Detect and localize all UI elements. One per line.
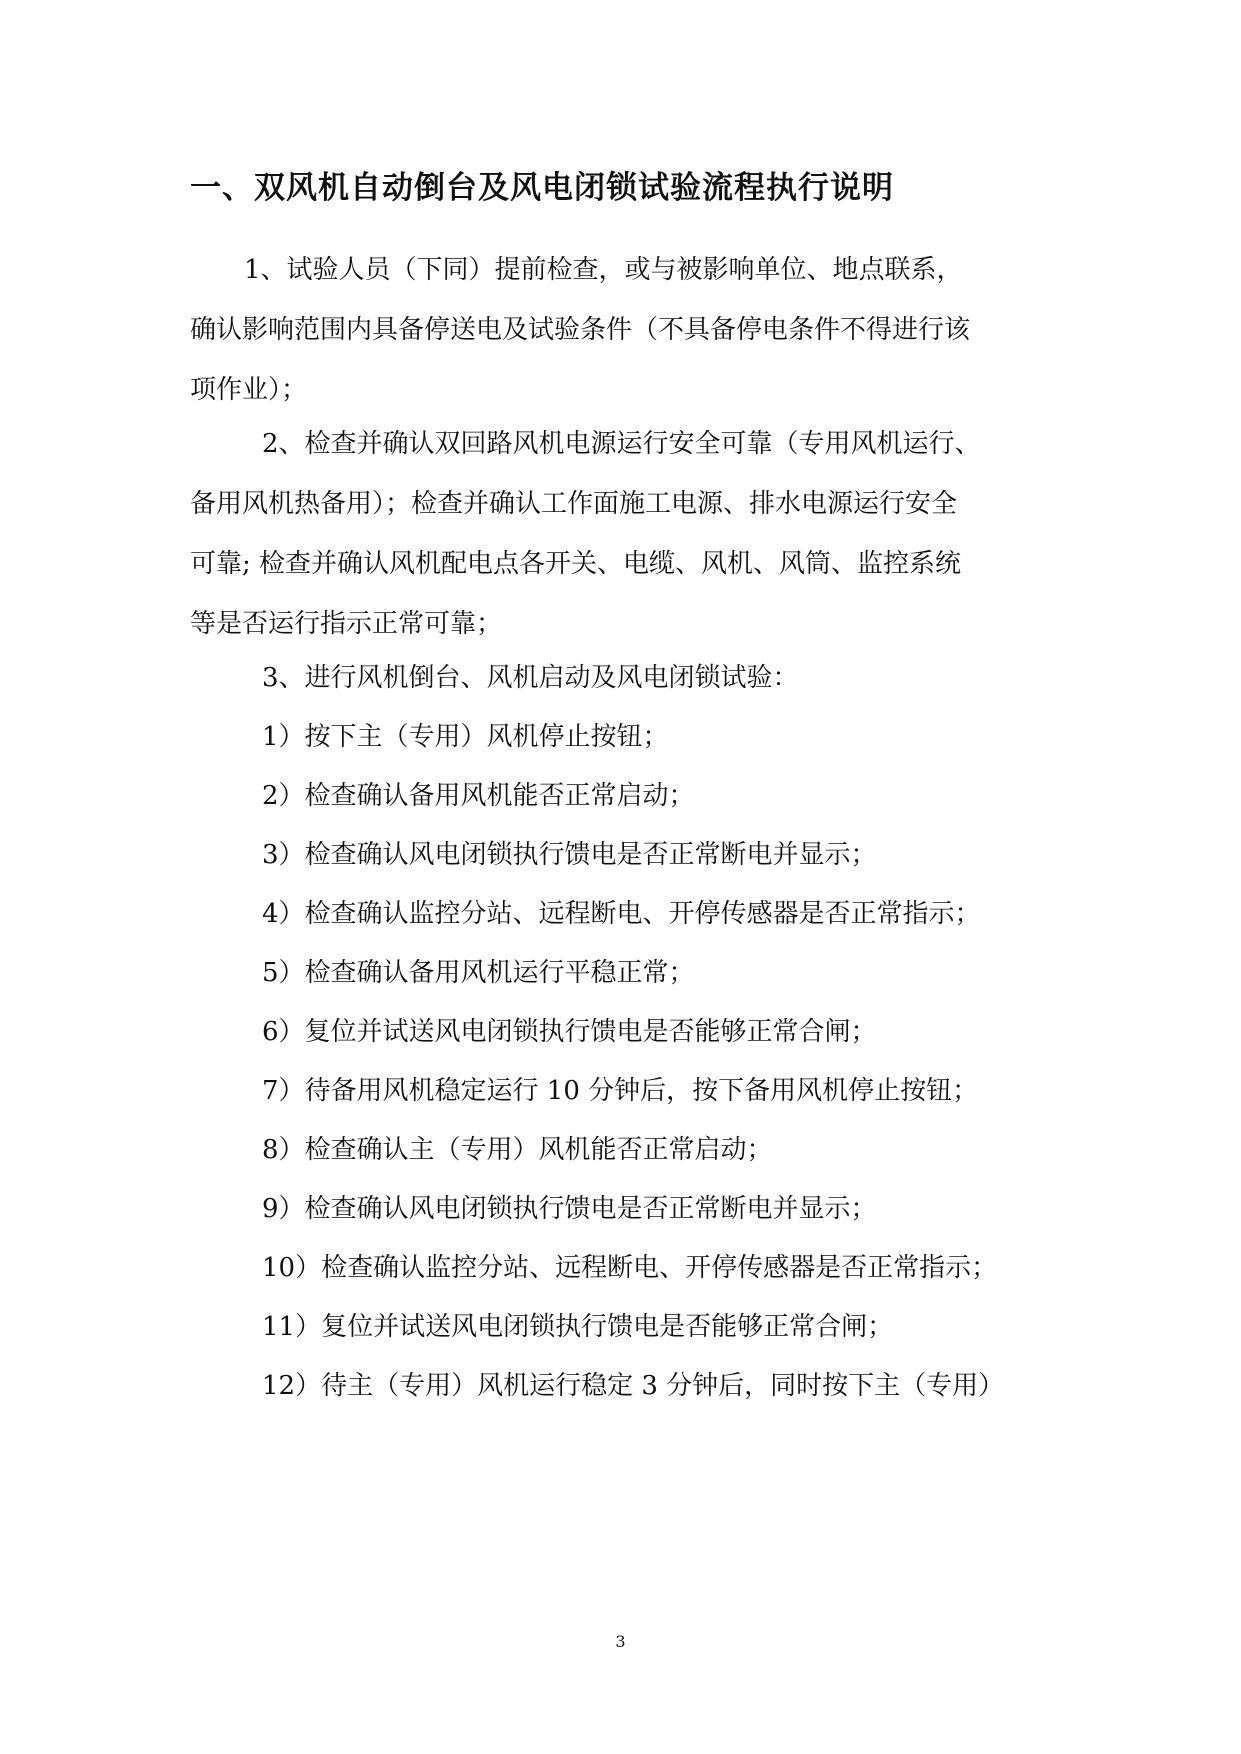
step-10: 10）检查确认监控分站、远程断电、开停传感器是否正常指示； <box>262 1253 998 1283</box>
paragraph-1-line-2: 确认影响范围内具备停送电及试验条件（不具备停电条件不得进行该 <box>190 315 971 345</box>
step-6: 6）复位并试送风电闭锁执行馈电是否能够正常合闸； <box>262 1017 877 1047</box>
paragraph-2-line-4: 等是否运行指示正常可靠； <box>190 609 503 639</box>
paragraph-2-line-3: 可靠; 检查并确认风机配电点各开关、电缆、风机、风筒、监控系统 <box>190 549 962 579</box>
paragraph-1-line-3: 项作业）； <box>190 375 308 405</box>
paragraph-2 <box>190 414 1050 474</box>
step-12: 12）待主（专用）风机运行稳定 3 分钟后，同时按下主（专用） <box>262 1371 1005 1401</box>
step-4: 4）检查确认监控分站、远程断电、开停传感器是否正常指示； <box>262 899 981 929</box>
paragraph-1-cont <box>190 300 1050 420</box>
paragraph-3-line-1: 3、进行风机倒台、风机启动及风电闭锁试验： <box>262 663 799 693</box>
step-8: 8）检查确认主（专用）风机能否正常启动； <box>262 1135 773 1165</box>
paragraph-1-line-1: 1、试验人员（下同）提前检查，或与被影响单位、地点联系， <box>244 255 963 285</box>
paragraph-3 <box>262 648 799 708</box>
paragraph-2-line-1: 2、检查并确认双回路风机电源运行安全可靠（专用风机运行、 <box>262 429 981 459</box>
step-2: 2）检查确认备用风机能否正常启动； <box>262 781 695 811</box>
step-3: 3）检查确认风电闭锁执行馈电是否正常断电并显示； <box>262 840 877 870</box>
step-5: 5）检查确认备用风机运行平稳正常； <box>262 958 695 988</box>
page-number: 3 <box>615 1632 626 1651</box>
paragraph-2-cont <box>190 474 1050 654</box>
step-7: 7）待备用风机稳定运行 10 分钟后，按下备用风机停止按钮； <box>262 1076 979 1106</box>
step-9: 9）检查确认风电闭锁执行馈电是否正常断电并显示； <box>262 1194 877 1224</box>
section-heading: 一、双风机自动倒台及风电闭锁试验流程执行说明 <box>190 170 894 206</box>
paragraph-2-line-2: 备用风机热备用）；检查并确认工作面施工电源、排水电源运行安全 <box>190 489 958 519</box>
step-11: 11）复位并试送风电闭锁执行馈电是否能够正常合闸； <box>262 1312 894 1342</box>
step-1: 1）按下主（专用）风机停止按钮； <box>262 722 669 752</box>
paragraph-1 <box>190 240 1050 300</box>
